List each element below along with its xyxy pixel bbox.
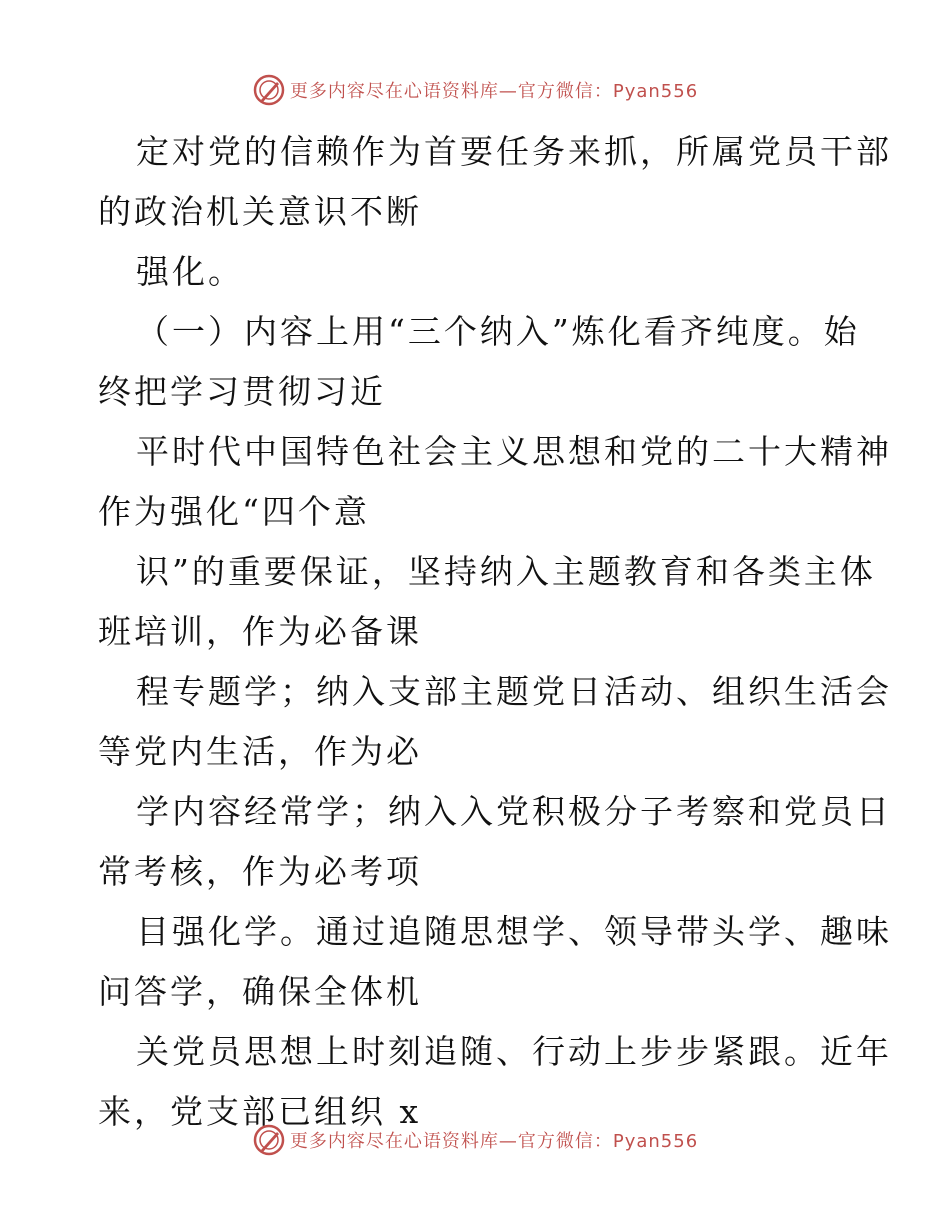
body-text-line: 班培训，作为必备课 [98, 612, 422, 651]
watermark-banner-top [0, 70, 950, 110]
body-text-line: 终把学习贯彻习近 [98, 372, 386, 411]
body-text-line: 的政治机关意识不断 [98, 192, 422, 231]
body-text-line: （一）内容上用“三个纳入”炼化看齐纯度。始 [136, 312, 860, 351]
body-text-line: 等党内生活，作为必 [98, 732, 422, 771]
body-text-line: 作为强化“四个意 [98, 492, 370, 531]
body-text-line: 目强化学。通过追随思想学、领导带头学、趣味 [136, 912, 892, 951]
watermark-text: 更多内容尽在心语资料库—官方微信：Pyan556 [289, 81, 699, 102]
document-body [98, 122, 892, 1142]
pen-circle-logo-icon [252, 1123, 286, 1157]
body-text-line: 关党员思想上时刻追随、行动上步步紧跟。近年 [136, 1032, 892, 1071]
body-text-line: 定对党的信赖作为首要任务来抓，所属党员干部 [136, 132, 892, 171]
body-text-line: 强化。 [136, 252, 244, 291]
body-text-line: 平时代中国特色社会主义思想和党的二十大精神 [136, 432, 892, 471]
body-text-line: 识”的重要保证，坚持纳入主题教育和各类主体 [136, 552, 876, 591]
watermark-text: 更多内容尽在心语资料库—官方微信：Pyan556 [289, 1131, 699, 1152]
body-text-line: 问答学，确保全体机 [98, 972, 422, 1011]
body-text-line: 常考核，作为必考项 [98, 852, 422, 891]
body-text-line: 学内容经常学；纳入入党积极分子考察和党员日 [136, 792, 892, 831]
pen-circle-logo-icon [252, 73, 286, 107]
body-text-line: 程专题学；纳入支部主题党日活动、组织生活会 [136, 672, 892, 711]
body-text-line: 来，党支部已组织 x [98, 1092, 422, 1131]
watermark-banner-bottom [0, 1120, 950, 1160]
